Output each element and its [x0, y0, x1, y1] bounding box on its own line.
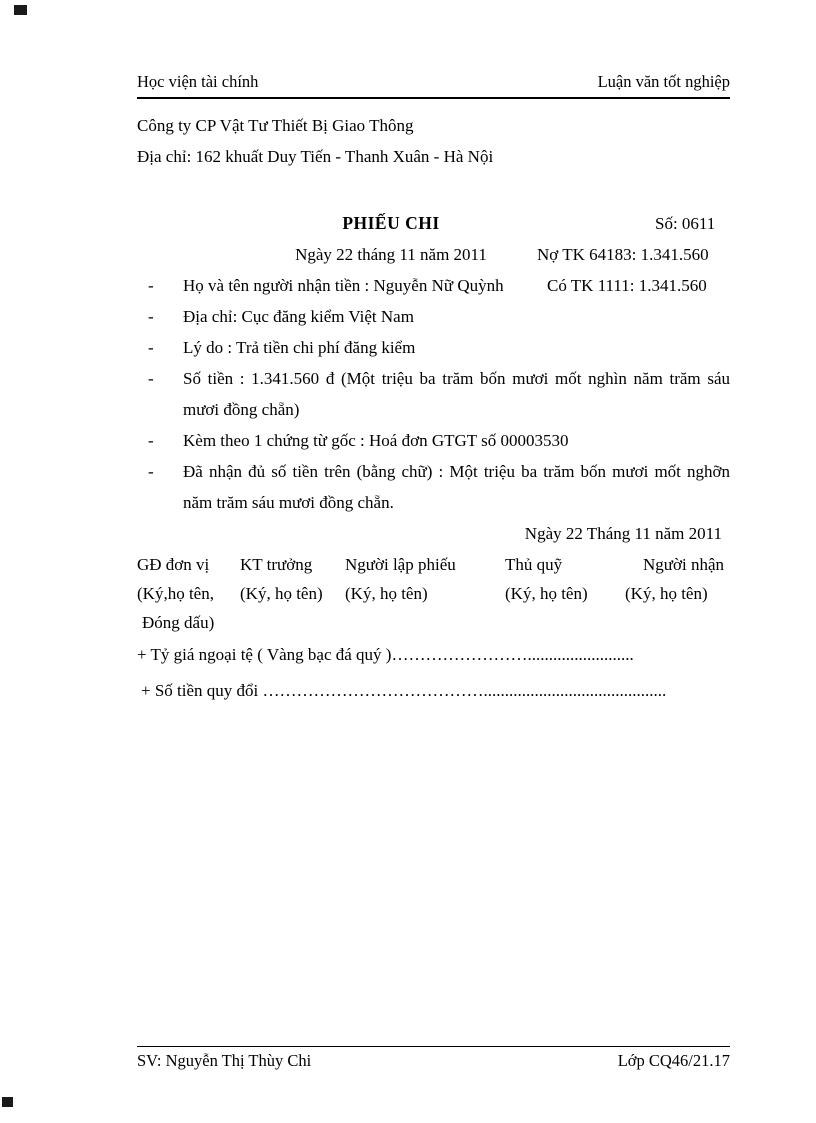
voucher-date: Ngày 22 tháng 11 năm 2011 [295, 245, 487, 264]
debit-account: Nợ TK 64183: 1.341.560 [537, 245, 709, 264]
dash-bullet: - [148, 276, 154, 295]
signature-note: (Ký, họ tên) [345, 584, 428, 603]
signature-row [137, 550, 730, 637]
list-item [137, 301, 730, 332]
list-item [137, 425, 730, 456]
page-header [137, 72, 730, 99]
scan-artifact [14, 5, 27, 15]
dash-bullet: - [148, 338, 154, 357]
detail-attachment: Kèm theo 1 chứng từ gốc : Hoá đơn GTGT số 00003530 [183, 431, 569, 450]
detail-reason: Lý do : Trả tiền chi phí đăng kiểm [183, 338, 416, 357]
detail-received-in-words: Đã nhận đủ số tiền trên (bằng chữ) : Một triệu ba trăm bốn mươi mốt nghỡn năm trăm sáu mươi đồng chẵn. [183, 462, 730, 512]
signature-title: KT trưởng [240, 555, 313, 574]
signature-title: Người nhận [643, 555, 724, 574]
signature-col-preparer [345, 550, 505, 637]
signature-title: Người lập phiếu [345, 555, 456, 574]
company-address: Địa chỉ: 162 khuất Duy Tiến - Thanh Xuân - Hà Nội [137, 147, 494, 166]
dash-bullet: - [148, 307, 154, 326]
converted-amount-line: + Số tiền quy đổi …………………………………........................................... [141, 681, 667, 700]
signature-note: Đóng dấu) [142, 613, 215, 632]
detail-recipient: Họ và tên người nhận tiền : Nguyễn Nữ Quỳnh [183, 276, 504, 295]
dash-bullet: - [148, 462, 154, 481]
page-footer [137, 1046, 730, 1071]
detail-amount: Số tiền : 1.341.560 đ (Một triệu ba trăm bốn mươi mốt nghìn năm trăm sáu mươi đồng chẵn) [183, 369, 730, 419]
list-item [137, 456, 730, 518]
header-right-text: Luận văn tốt nghiệp [597, 72, 730, 91]
signature-note: (Ký, họ tên) [505, 584, 588, 603]
header-left-text: Học viện tài chính [137, 72, 259, 91]
signature-col-recipient [625, 550, 730, 637]
signature-title: GĐ đơn vị [137, 555, 210, 574]
spacer [137, 172, 730, 208]
exchange-rate-line: + Tỷ giá ngoại tệ ( Vàng bạc đá quý )……………………......................... [137, 645, 634, 664]
scan-artifact [2, 1097, 13, 1107]
title-row [137, 208, 730, 239]
signature-note: (Ký,họ tên, [137, 584, 214, 603]
signature-col-cashier [505, 550, 625, 637]
credit-account: Có TK 1111: 1.341.560 [547, 276, 707, 295]
list-item [137, 363, 730, 425]
dash-bullet: - [148, 431, 154, 450]
voucher-details [137, 270, 730, 518]
voucher-body [137, 110, 730, 706]
footer-left-text: SV: Nguyễn Thị Thùy Chi [137, 1051, 312, 1070]
voucher-number: Số: 0611 [655, 214, 716, 233]
signature-note: (Ký, họ tên) [240, 584, 323, 603]
footer-right-text: Lớp CQ46/21.17 [617, 1051, 730, 1070]
company-name: Công ty CP Vật Tư Thiết Bị Giao Thông [137, 116, 414, 135]
signature-date: Ngày 22 Tháng 11 năm 2011 [524, 524, 722, 543]
dash-bullet: - [148, 369, 154, 388]
signature-col-director [137, 550, 240, 637]
voucher-title: PHIẾU CHI [342, 213, 440, 233]
signature-title: Thủ quỹ [505, 555, 563, 574]
detail-address: Địa chỉ: Cục đăng kiểm Việt Nam [183, 307, 414, 326]
signature-note: (Ký, họ tên) [625, 584, 708, 603]
date-row [137, 239, 730, 270]
signature-col-chief-accountant [240, 550, 345, 637]
list-item [137, 332, 730, 363]
